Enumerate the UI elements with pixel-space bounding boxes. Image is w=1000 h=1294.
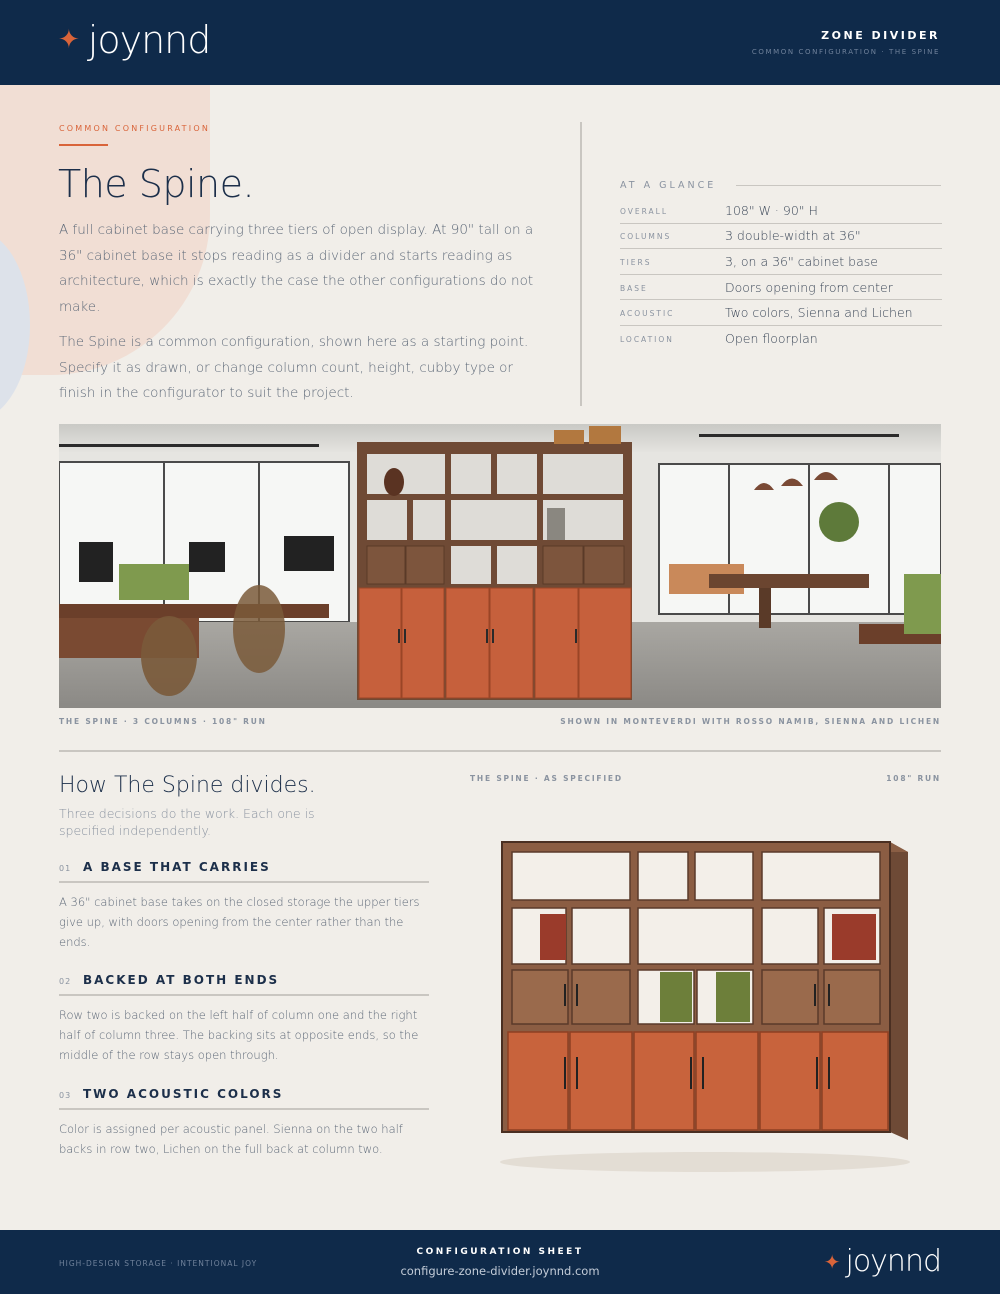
spine-sketch-illustration [490, 822, 920, 1177]
glance-key: BASE [620, 283, 648, 293]
brand-wordmark: joynnd [87, 18, 211, 62]
cabinet-drawing [490, 822, 920, 1177]
header-title: ZONE DIVIDER [821, 29, 940, 42]
page-title: The Spine. [58, 162, 255, 206]
step-item [59, 860, 429, 952]
sparkle-icon: ✦ [823, 1249, 841, 1274]
intro-text [59, 218, 547, 407]
step-title: TWO ACOUSTIC COLORS [83, 1087, 284, 1101]
step-header [59, 1087, 429, 1110]
glance-key: ACOUSTIC [620, 309, 675, 319]
office-photo [59, 424, 941, 708]
step-item [59, 973, 429, 1065]
step-body: Color is assigned per acoustic panel. Sienna on the two half backs in row two, Lichen on the full back at column two. [59, 1122, 403, 1156]
step-number: 01 [59, 864, 72, 873]
step-title: A BASE THAT CARRIES [83, 860, 271, 874]
brand-logo[interactable] [58, 18, 210, 62]
kicker-divider [59, 144, 108, 146]
glance-key: COLUMNS [620, 232, 672, 242]
glance-value: 108" W · 90" H [725, 202, 818, 218]
vertical-divider [580, 122, 582, 406]
glance-row [620, 224, 942, 250]
footer-label: CONFIGURATION SHEET [416, 1247, 584, 1257]
step-header [59, 860, 429, 883]
glance-value: Two colors, Sienna and Lichen [725, 305, 913, 321]
brand-wordmark: joynnd [845, 1244, 941, 1279]
glance-value: 3 double-width at 36" [725, 228, 861, 244]
spec-label-right: 108" RUN [886, 774, 941, 783]
glance-heading: AT A GLANCE [620, 180, 717, 191]
header-subtitle: COMMON CONFIGURATION · THE SPINE [751, 48, 940, 56]
glance-value: Open floorplan [725, 331, 818, 347]
sparkle-icon: ✦ [58, 25, 80, 55]
page-footer [0, 1230, 1000, 1294]
step-body: A 36" cabinet base takes on the closed storage the upper tiers give up, with doors opening from the center rather than the ends. [59, 895, 420, 949]
step-title: BACKED AT BOTH ENDS [83, 973, 280, 987]
glance-row [620, 326, 942, 352]
spec-label-left: THE SPINE · AS SPECIFIED [470, 774, 623, 783]
section-kicker: COMMON CONFIGURATION [59, 124, 211, 133]
glance-row [620, 300, 942, 326]
office-scene-illustration [59, 424, 941, 708]
how-title: How The Spine divides. [59, 773, 316, 798]
step-number: 02 [59, 977, 72, 986]
photo-caption-right: SHOWN IN MONTEVERDI WITH ROSSO NAMIB, SIENNA AND LICHEN [560, 717, 941, 726]
footer-tagline: HIGH-DESIGN STORAGE · INTENTIONAL JOY [59, 1259, 258, 1268]
step-number: 03 [59, 1091, 72, 1100]
intro-paragraph: A full cabinet base carrying three tiers of open display. At 90" tall on a 36" cabinet base it stops reading as a divider and starts reading as architecture, which is exactly the case the other configurations do not make. [59, 222, 534, 315]
glance-value: 3, on a 36" cabinet base [725, 253, 878, 269]
glance-table [620, 198, 942, 352]
step-item [59, 1087, 429, 1159]
page-header [0, 0, 1000, 85]
how-subtitle: Three decisions do the work. Each one is specified independently. [59, 806, 315, 838]
glance-heading-rule [736, 185, 941, 186]
glance-row [620, 198, 942, 224]
glance-row [620, 249, 942, 275]
footer-url-link[interactable]: configure-zone-divider.joynnd.com [400, 1264, 600, 1278]
photo-caption-left: THE SPINE · 3 COLUMNS · 108" RUN [59, 717, 267, 726]
footer-brand-logo[interactable] [824, 1244, 941, 1279]
step-body: Row two is backed on the left half of column one and the right half of column three. The backing sits at opposite ends, so the middle of the row stays open through. [59, 1008, 419, 1062]
glance-key: TIERS [620, 257, 652, 267]
glance-row [620, 275, 942, 301]
intro-paragraph: The Spine is a common configuration, shown here as a starting point. Specify it as drawn, or change column count, height, cubby type or finish in the configurator to suit the project. [59, 334, 529, 401]
glance-key: LOCATION [620, 335, 674, 345]
glance-value: Doors opening from center [725, 279, 893, 295]
step-header [59, 973, 429, 996]
glance-key: OVERALL [620, 206, 669, 216]
section-divider [59, 750, 941, 752]
